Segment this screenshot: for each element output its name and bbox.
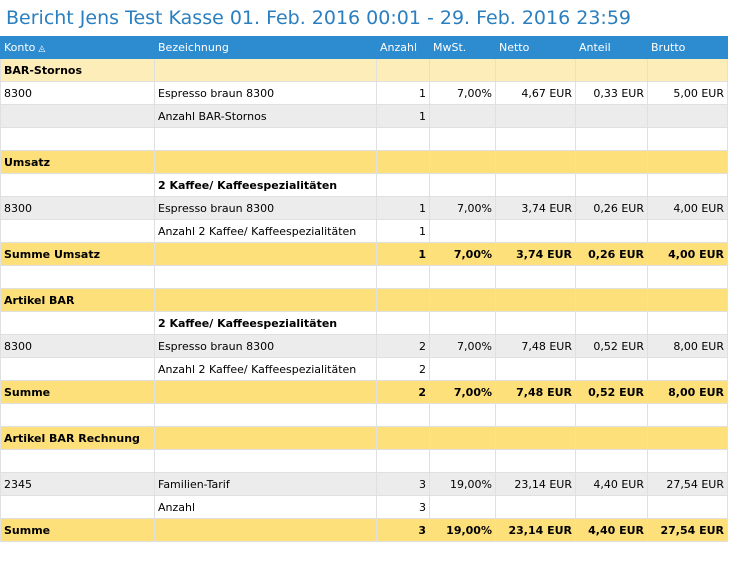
cell-konto bbox=[1, 266, 155, 289]
cell-konto: Artikel BAR bbox=[1, 289, 155, 312]
table-row bbox=[1, 82, 728, 105]
cell-anzahl bbox=[377, 128, 430, 151]
column-header-brutto[interactable]: Brutto bbox=[648, 37, 728, 59]
cell-netto: 7,48 EUR bbox=[496, 335, 576, 358]
cell-anzahl: 1 bbox=[377, 105, 430, 128]
cell-brutto bbox=[648, 220, 728, 243]
table-row bbox=[1, 427, 728, 450]
cell-mwst: 7,00% bbox=[430, 197, 496, 220]
table-row bbox=[1, 105, 728, 128]
cell-mwst: 7,00% bbox=[430, 381, 496, 404]
cell-anzahl: 2 bbox=[377, 381, 430, 404]
cell-mwst bbox=[430, 358, 496, 381]
cell-anzahl bbox=[377, 289, 430, 312]
cell-bezeichnung bbox=[155, 289, 377, 312]
cell-mwst: 19,00% bbox=[430, 473, 496, 496]
cell-anteil: 0,52 EUR bbox=[576, 381, 648, 404]
cell-anteil: 0,33 EUR bbox=[576, 82, 648, 105]
cell-mwst bbox=[430, 151, 496, 174]
cell-netto bbox=[496, 450, 576, 473]
table-row bbox=[1, 220, 728, 243]
cell-anzahl: 1 bbox=[377, 82, 430, 105]
cell-anzahl bbox=[377, 312, 430, 335]
cell-konto bbox=[1, 128, 155, 151]
table-row bbox=[1, 312, 728, 335]
cell-anteil: 0,26 EUR bbox=[576, 197, 648, 220]
cell-netto: 23,14 EUR bbox=[496, 473, 576, 496]
cell-anzahl: 3 bbox=[377, 473, 430, 496]
cell-anzahl bbox=[377, 174, 430, 197]
cell-netto bbox=[496, 289, 576, 312]
cell-bezeichnung bbox=[155, 151, 377, 174]
cell-netto bbox=[496, 174, 576, 197]
cell-netto bbox=[496, 151, 576, 174]
cell-bezeichnung: Anzahl 2 Kaffee/ Kaffeespezialitäten bbox=[155, 220, 377, 243]
cell-konto bbox=[1, 496, 155, 519]
cell-bezeichnung: Espresso braun 8300 bbox=[155, 197, 377, 220]
table-row bbox=[1, 496, 728, 519]
cell-mwst bbox=[430, 59, 496, 82]
cell-anteil: 0,52 EUR bbox=[576, 335, 648, 358]
cell-netto: 4,67 EUR bbox=[496, 82, 576, 105]
cell-brutto bbox=[648, 496, 728, 519]
cell-anzahl: 3 bbox=[377, 496, 430, 519]
cell-brutto bbox=[648, 427, 728, 450]
table-row bbox=[1, 519, 728, 542]
cell-anzahl: 1 bbox=[377, 220, 430, 243]
cell-brutto bbox=[648, 59, 728, 82]
column-header-netto[interactable]: Netto bbox=[496, 37, 576, 59]
cell-anzahl: 1 bbox=[377, 243, 430, 266]
cell-bezeichnung bbox=[155, 243, 377, 266]
table-row bbox=[1, 450, 728, 473]
cell-konto bbox=[1, 105, 155, 128]
cell-anteil bbox=[576, 128, 648, 151]
cell-brutto bbox=[648, 358, 728, 381]
table-row bbox=[1, 151, 728, 174]
cell-anzahl bbox=[377, 427, 430, 450]
cell-anzahl bbox=[377, 151, 430, 174]
cell-konto bbox=[1, 312, 155, 335]
cell-brutto: 8,00 EUR bbox=[648, 335, 728, 358]
cell-anteil bbox=[576, 289, 648, 312]
cell-brutto: 27,54 EUR bbox=[648, 519, 728, 542]
cell-mwst: 7,00% bbox=[430, 243, 496, 266]
cell-netto bbox=[496, 496, 576, 519]
cell-bezeichnung bbox=[155, 128, 377, 151]
column-header-konto[interactable]: Konto ◬ bbox=[1, 37, 155, 59]
cell-anzahl: 2 bbox=[377, 335, 430, 358]
cell-anzahl bbox=[377, 266, 430, 289]
cell-mwst bbox=[430, 404, 496, 427]
cell-netto bbox=[496, 266, 576, 289]
cell-mwst: 7,00% bbox=[430, 82, 496, 105]
cell-netto bbox=[496, 128, 576, 151]
cell-brutto: 27,54 EUR bbox=[648, 473, 728, 496]
table-row bbox=[1, 473, 728, 496]
sort-ascending-icon[interactable]: ◬ bbox=[38, 44, 46, 54]
cell-mwst bbox=[430, 266, 496, 289]
cell-bezeichnung: Anzahl bbox=[155, 496, 377, 519]
cell-netto: 3,74 EUR bbox=[496, 197, 576, 220]
cell-bezeichnung: 2 Kaffee/ Kaffeespezialitäten bbox=[155, 174, 377, 197]
cell-bezeichnung: Anzahl 2 Kaffee/ Kaffeespezialitäten bbox=[155, 358, 377, 381]
cell-brutto bbox=[648, 404, 728, 427]
cell-bezeichnung bbox=[155, 450, 377, 473]
cell-brutto bbox=[648, 128, 728, 151]
cell-konto: 8300 bbox=[1, 82, 155, 105]
cell-anzahl bbox=[377, 404, 430, 427]
cell-brutto bbox=[648, 289, 728, 312]
cell-konto: Summe bbox=[1, 519, 155, 542]
table-row bbox=[1, 197, 728, 220]
cell-mwst bbox=[430, 289, 496, 312]
table-row bbox=[1, 243, 728, 266]
table-row bbox=[1, 381, 728, 404]
cell-netto bbox=[496, 358, 576, 381]
cell-anteil: 4,40 EUR bbox=[576, 519, 648, 542]
cell-konto: 8300 bbox=[1, 335, 155, 358]
cell-mwst bbox=[430, 427, 496, 450]
cell-mwst: 7,00% bbox=[430, 335, 496, 358]
column-header-mwst[interactable]: MwSt. bbox=[430, 37, 496, 59]
cell-anzahl: 3 bbox=[377, 519, 430, 542]
cell-brutto: 4,00 EUR bbox=[648, 197, 728, 220]
header-row bbox=[1, 37, 728, 59]
cell-netto bbox=[496, 312, 576, 335]
table-row bbox=[1, 266, 728, 289]
cell-bezeichnung: Espresso braun 8300 bbox=[155, 335, 377, 358]
cell-bezeichnung bbox=[155, 427, 377, 450]
cell-mwst bbox=[430, 128, 496, 151]
cell-konto bbox=[1, 450, 155, 473]
cell-netto bbox=[496, 105, 576, 128]
cell-brutto bbox=[648, 450, 728, 473]
table-row bbox=[1, 358, 728, 381]
cell-konto: Summe Umsatz bbox=[1, 243, 155, 266]
table-row bbox=[1, 289, 728, 312]
cell-anteil bbox=[576, 450, 648, 473]
cell-anzahl bbox=[377, 59, 430, 82]
cell-anteil: 0,26 EUR bbox=[576, 243, 648, 266]
report-title: Bericht Jens Test Kasse 01. Feb. 2016 00:01 - 29. Feb. 2016 23:59 bbox=[6, 7, 631, 29]
cell-konto: 2345 bbox=[1, 473, 155, 496]
cell-mwst: 19,00% bbox=[430, 519, 496, 542]
cell-brutto bbox=[648, 174, 728, 197]
cell-netto bbox=[496, 59, 576, 82]
table-row bbox=[1, 59, 728, 82]
cell-bezeichnung bbox=[155, 59, 377, 82]
cell-anteil bbox=[576, 496, 648, 519]
cell-konto: Summe bbox=[1, 381, 155, 404]
cell-mwst bbox=[430, 174, 496, 197]
cell-bezeichnung bbox=[155, 519, 377, 542]
cell-konto bbox=[1, 404, 155, 427]
cell-anteil bbox=[576, 151, 648, 174]
cell-bezeichnung: Anzahl BAR-Stornos bbox=[155, 105, 377, 128]
cell-anzahl: 1 bbox=[377, 197, 430, 220]
cell-anteil bbox=[576, 59, 648, 82]
cell-netto bbox=[496, 427, 576, 450]
cell-bezeichnung bbox=[155, 266, 377, 289]
cell-anteil bbox=[576, 105, 648, 128]
cell-brutto bbox=[648, 151, 728, 174]
cell-bezeichnung: 2 Kaffee/ Kaffeespezialitäten bbox=[155, 312, 377, 335]
cell-konto bbox=[1, 174, 155, 197]
cell-anteil bbox=[576, 404, 648, 427]
cell-netto: 23,14 EUR bbox=[496, 519, 576, 542]
report-table bbox=[0, 36, 728, 542]
cell-netto: 7,48 EUR bbox=[496, 381, 576, 404]
cell-konto bbox=[1, 358, 155, 381]
cell-mwst bbox=[430, 105, 496, 128]
table-row bbox=[1, 174, 728, 197]
table-row bbox=[1, 404, 728, 427]
cell-anteil bbox=[576, 174, 648, 197]
cell-konto bbox=[1, 220, 155, 243]
cell-anteil bbox=[576, 266, 648, 289]
cell-mwst bbox=[430, 220, 496, 243]
cell-bezeichnung bbox=[155, 381, 377, 404]
cell-mwst bbox=[430, 312, 496, 335]
report-body bbox=[1, 59, 728, 542]
cell-anzahl bbox=[377, 450, 430, 473]
cell-brutto bbox=[648, 312, 728, 335]
cell-netto bbox=[496, 220, 576, 243]
cell-netto: 3,74 EUR bbox=[496, 243, 576, 266]
cell-brutto: 5,00 EUR bbox=[648, 82, 728, 105]
cell-bezeichnung bbox=[155, 404, 377, 427]
cell-mwst bbox=[430, 450, 496, 473]
column-header-bezeichnung[interactable]: Bezeichnung bbox=[155, 37, 377, 59]
table-row bbox=[1, 335, 728, 358]
cell-bezeichnung: Familien-Tarif bbox=[155, 473, 377, 496]
cell-anzahl: 2 bbox=[377, 358, 430, 381]
cell-netto bbox=[496, 404, 576, 427]
cell-brutto: 4,00 EUR bbox=[648, 243, 728, 266]
cell-anteil bbox=[576, 220, 648, 243]
cell-anteil bbox=[576, 358, 648, 381]
cell-mwst bbox=[430, 496, 496, 519]
cell-anteil bbox=[576, 312, 648, 335]
cell-anteil bbox=[576, 427, 648, 450]
column-header-anzahl[interactable]: Anzahl bbox=[377, 37, 430, 59]
cell-bezeichnung: Espresso braun 8300 bbox=[155, 82, 377, 105]
cell-konto: BAR-Stornos bbox=[1, 59, 155, 82]
cell-konto: Artikel BAR Rechnung bbox=[1, 427, 155, 450]
cell-konto: Umsatz bbox=[1, 151, 155, 174]
cell-konto: 8300 bbox=[1, 197, 155, 220]
cell-brutto bbox=[648, 105, 728, 128]
cell-anteil: 4,40 EUR bbox=[576, 473, 648, 496]
cell-brutto: 8,00 EUR bbox=[648, 381, 728, 404]
cell-brutto bbox=[648, 266, 728, 289]
table-row bbox=[1, 128, 728, 151]
column-header-anteil[interactable]: Anteil bbox=[576, 37, 648, 59]
